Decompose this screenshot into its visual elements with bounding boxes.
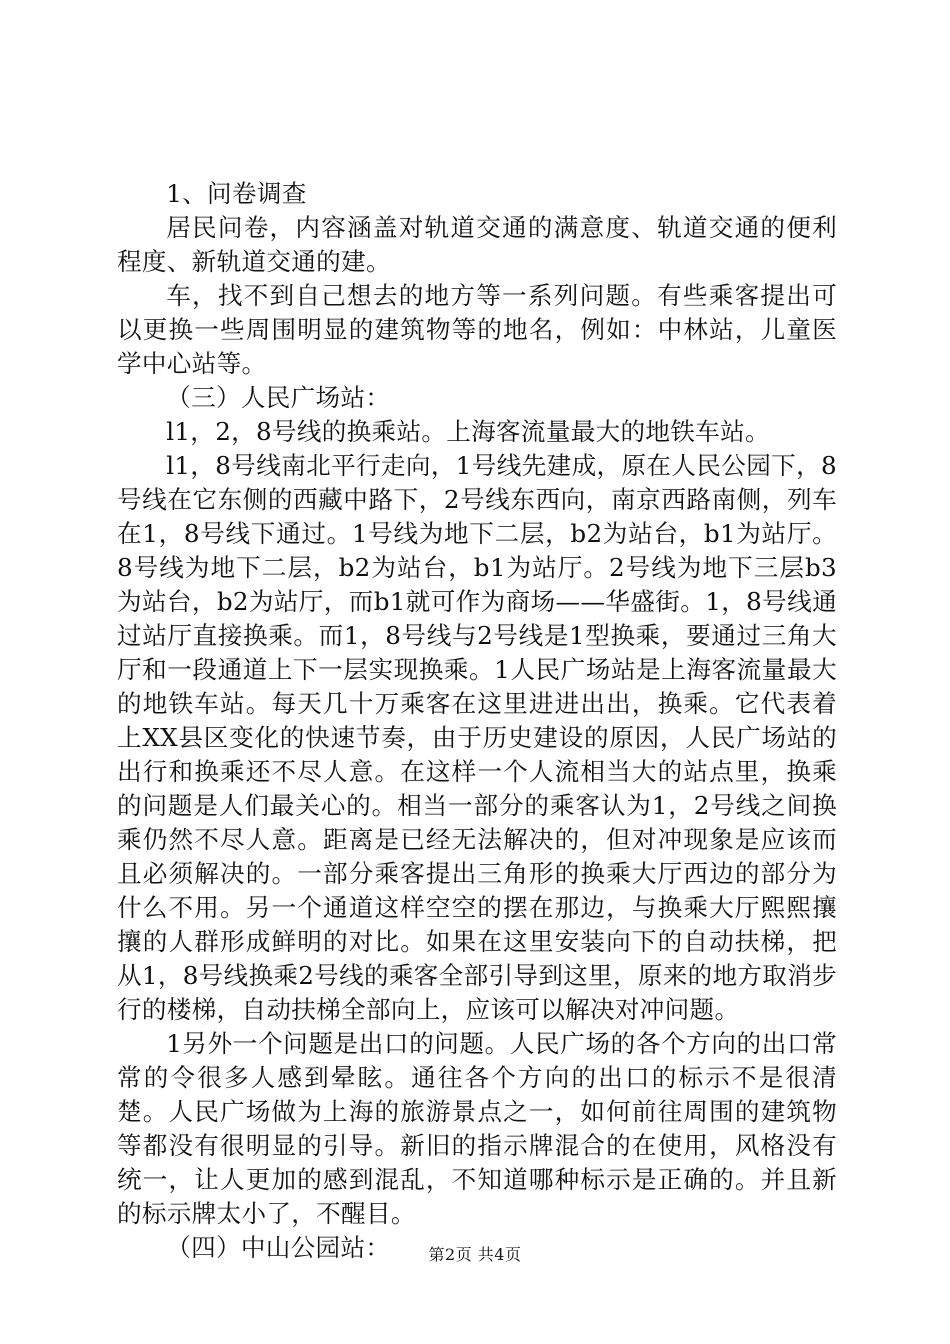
- page-number-footer: 第2页 共4页: [428, 1245, 522, 1264]
- document-body: [117, 177, 837, 1265]
- section-heading-peoples-square: （三）人民广场站：: [166, 383, 391, 412]
- section-heading-zhongshan-park: （四）中山公园站：: [166, 1233, 391, 1262]
- paragraph-exit-issues: 1另外一个问题是出口的问题。人民广场的各个方向的出口常常的令很多人感到晕眩。通往各个方向的出口的标示不是很清楚。人民广场做为上海的旅游景点之一，如何前往周围的建筑物等都没有很明显的引导。新旧的指示牌混合的在使用，风格没有统一，让人更加的感到混乱，不知道哪种标示是正确的。并且新的标示牌太小了，不醒目。: [117, 1029, 837, 1228]
- section-heading-questionnaire: 1、问卷调查: [166, 179, 307, 208]
- paragraph-interchange-lines: l1，2，8号线的换乘站。上海客流量最大的地铁车站。: [166, 417, 770, 446]
- paragraph-resident-survey: 居民问卷，内容涵盖对轨道交通的满意度、轨道交通的便利程度、新轨道交通的建。: [117, 213, 837, 276]
- paragraph-station-names: 车，找不到自己想去的地方等一系列问题。有些乘客提出可以更换一些周围明显的建筑物等的地名，例如：中林站，儿童医学中心站等。: [117, 281, 837, 378]
- paragraph-station-layout: l1，8号线南北平行走向，1号线先建成，原在人民公园下，8号线在它东侧的西藏中路下，2号线东西向，南京西路南侧，列车在1，8号线下通过。1号线为地下二层，b2为站台，b1为站厅。8号线为地下二层，b2为站台，b1为站厅。2号线为地下三层b3为站台，b2为站厅，而b1就可作为商场——华盛街。1，8号线通过站厅直接换乘。而1，8号线与2号线是1型换乘，要通过三角大厅和一段通道上下一层实现换乘。1人民广场站是上海客流量最大的地铁车站。每天几十万乘客在这里进进出出，换乘。它代表着上XX县区变化的快速节奏，由于历史建设的原因，人民广场站的出行和换乘还不尽人意。在这样一个人流相当大的站点里，换乘的问题是人们最关心的。相当一部分的乘客认为1，2号线之间换乘仍然不尽人意。距离是已经无法解决的，但对冲现象是应该而且必须解决的。一部分乘客提出三角形的换乘大厅西边的部分为什么不用。另一个通道这样空空的摆在那边，与换乘大厅熙熙攘攘的人群形成鲜明的对比。如果在这里安装向下的自动扶梯，把从1，8号线换乘2号线的乘客全部引导到这里，原来的地方取消步行的楼梯，自动扶梯全部向上，应该可以解决对冲问题。: [117, 451, 837, 1024]
